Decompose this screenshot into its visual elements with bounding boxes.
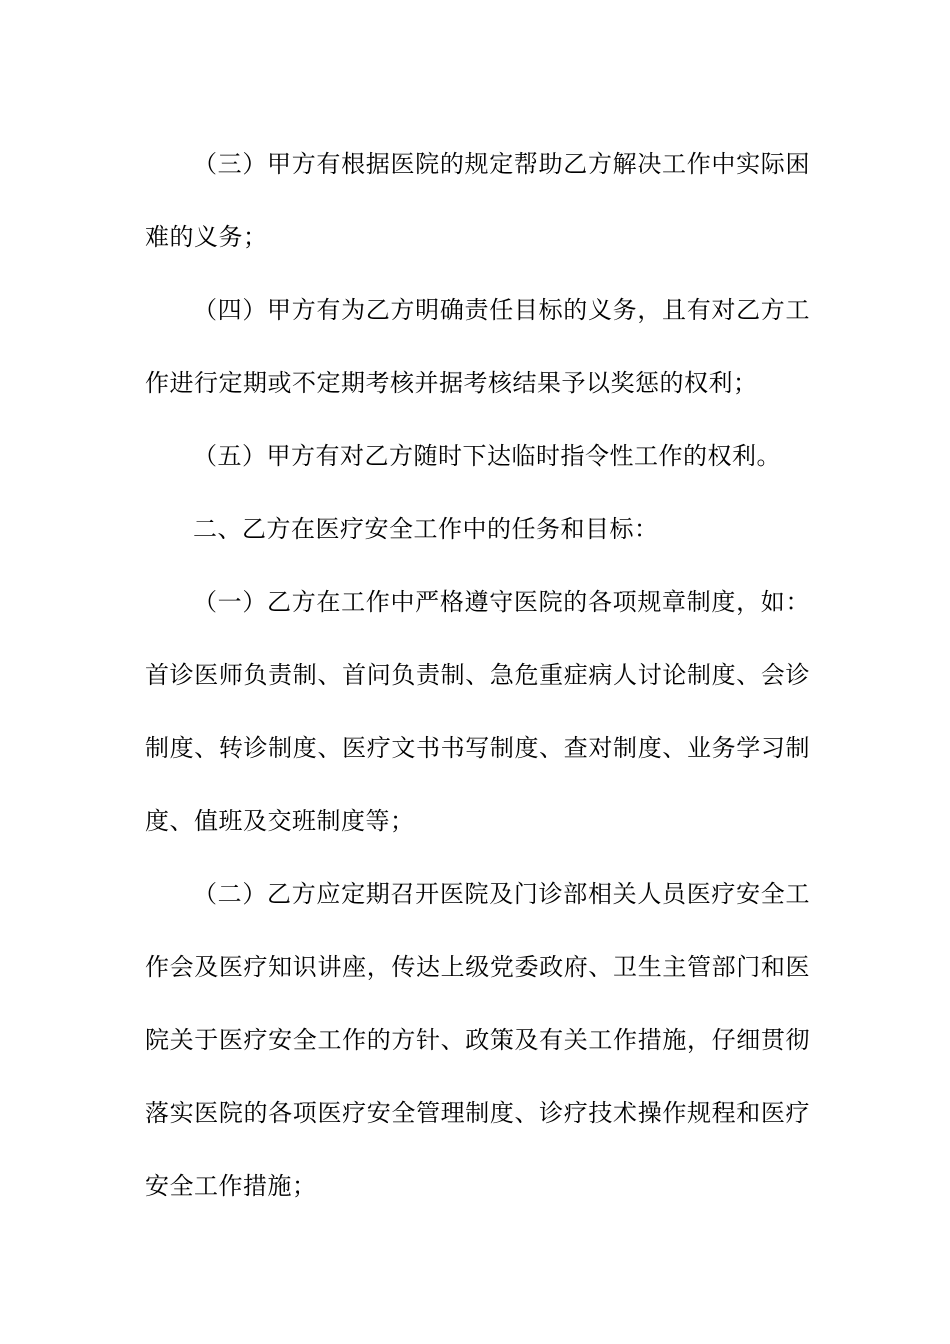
paragraph-3-obligation: （三）甲方有根据医院的规定帮助乙方解决工作中实际困难的义务；	[145, 150, 810, 251]
paragraph-1-rules: （一）乙方在工作中严格遵守医院的各项规章制度，如：首诊医师负责制、首问负责制、急危重症病人讨论制度、会诊制度、转诊制度、医疗文书书写制度、查对制度、业务学习制度、值班及交班制度等；	[145, 588, 810, 835]
section-2-heading: 二、乙方在医疗安全工作中的任务和目标：	[193, 515, 659, 543]
paragraph-5-instruction: （五）甲方有对乙方随时下达临时指令性工作的权利。	[193, 442, 781, 470]
paragraph-4-responsibility: （四）甲方有为乙方明确责任目标的义务，且有对乙方工作进行定期或不定期考核并据考核结果予以奖惩的权利；	[145, 296, 810, 397]
paragraph-2-meetings: （二）乙方应定期召开医院及门诊部相关人员医疗安全工作会及医疗知识讲座，传达上级党委政府、卫生主管部门和医院关于医疗安全工作的方针、政策及有关工作措施，仔细贯彻落实医院的各项医疗安全管理制度、诊疗技术操作规程和医疗安全工作措施；	[145, 880, 810, 1200]
document-body	[145, 128, 810, 1223]
